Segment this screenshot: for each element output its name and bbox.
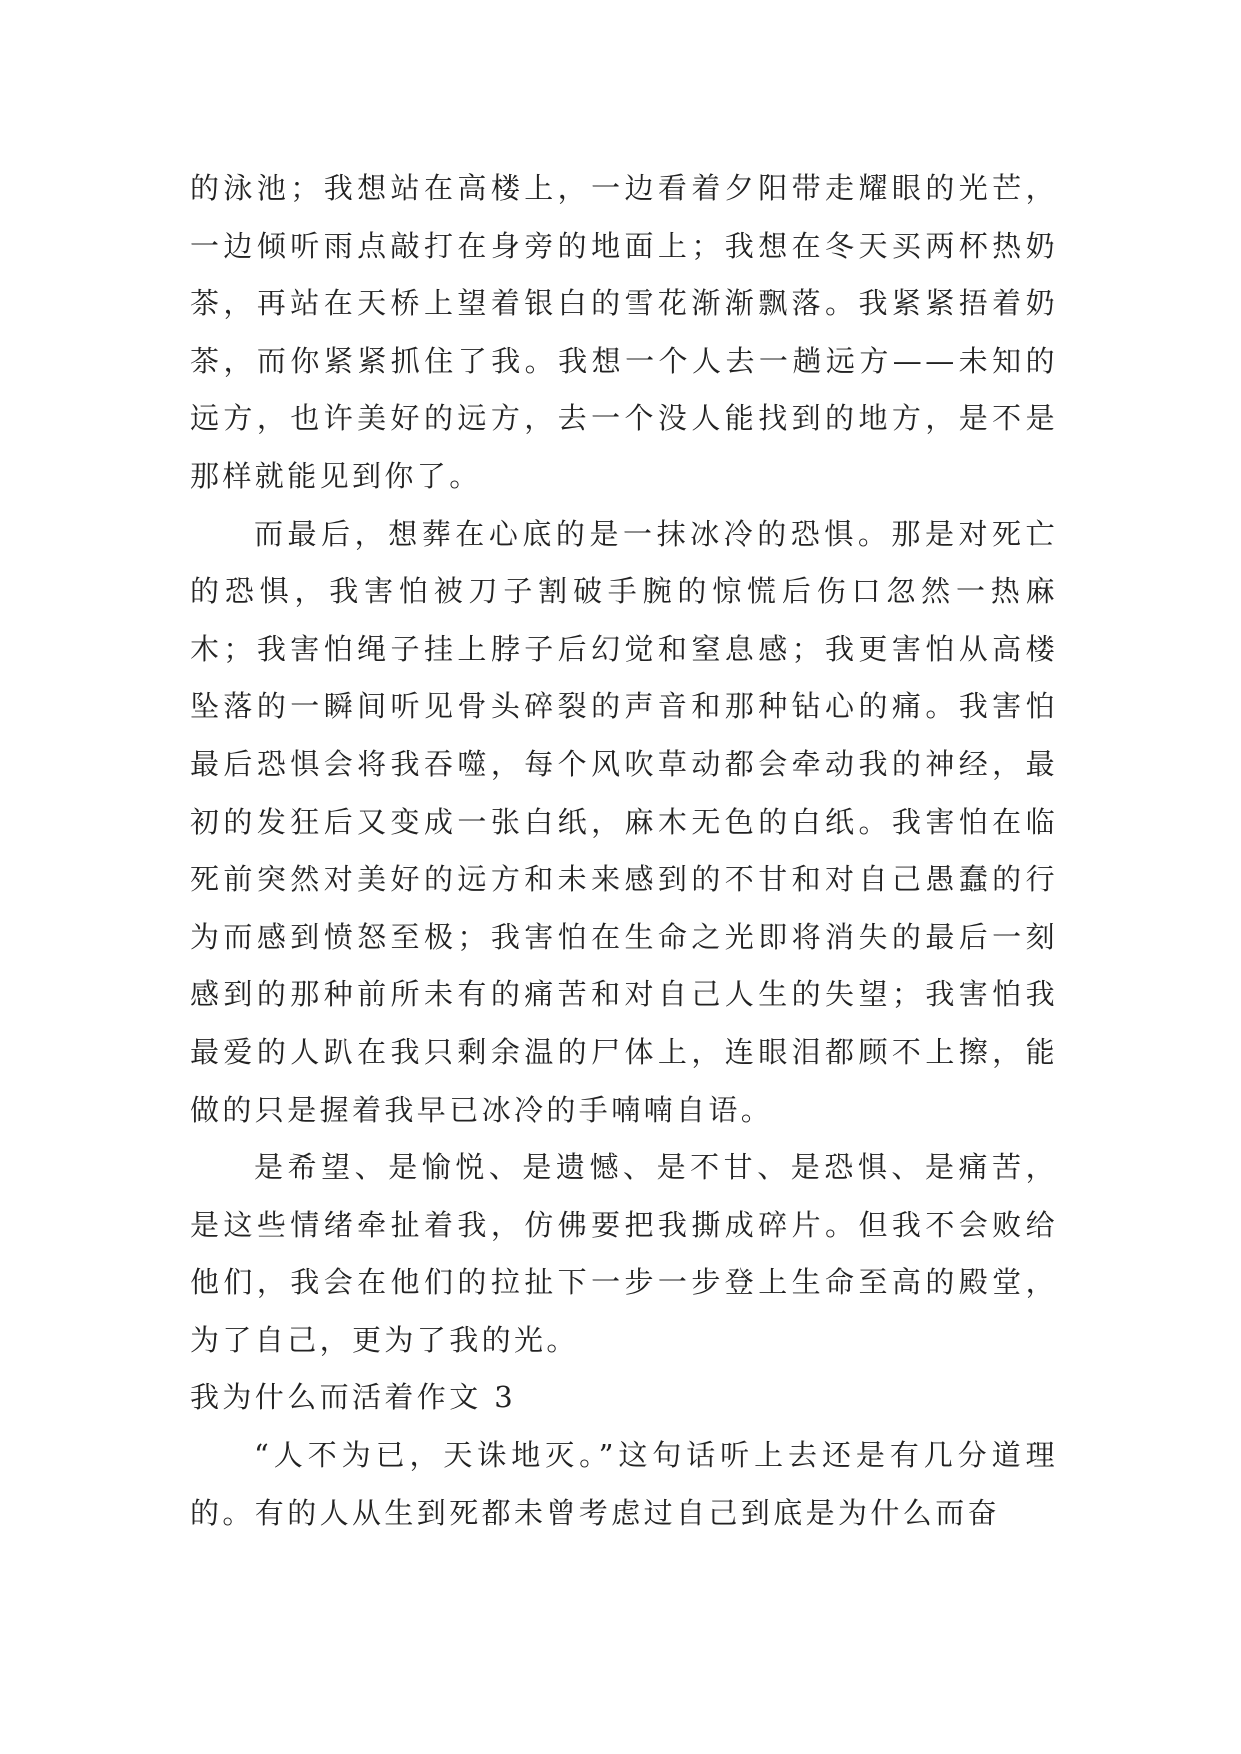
paragraph: 而最后，想葬在心底的是一抹冰冷的恐惧。那是对死亡的恐惧，我害怕被刀子割破手腕的惊慌后伤口忽然一热麻木；我害怕绳子挂上脖子后幻觉和窒息感；我更害怕从高楼坠落的一瞬间听见骨头碎裂的声音和那种钻心的痛。我害怕最后恐惧会将我吞噬，每个风吹草动都会牵动我的神经，最初的发狂后又变成一张白纸，麻木无色的白纸。我害怕在临死前突然对美好的远方和未来感到的不甘和对自己愚蠢的行为而感到愤怒至极；我害怕在生命之光即将消失的最后一刻感到的那种前所未有的痛苦和对自己人生的失望；我害怕我最爱的人趴在我只剩余温的尸体上，连眼泪都顾不上擦，能做的只是握着我早已冰冷的手喃喃自语。 (190, 516, 1058, 1127)
section-heading: 我为什么而活着作文 3 (190, 1380, 517, 1415)
document-body (190, 160, 1058, 1542)
paragraph: 的泳池；我想站在高楼上，一边看着夕阳带走耀眼的光芒，一边倾听雨点敲打在身旁的地面上；我想在冬天买两杯热奶茶，再站在天桥上望着银白的雪花渐渐飘落。我紧紧捂着奶茶，而你紧紧抓住了我。我想一个人去一趟远方——未知的远方，也许美好的远方，去一个没人能找到的地方，是不是那样就能见到你了。 (190, 171, 1058, 493)
paragraph: “人不为已，天诛地灭。”这句话听上去还是有几分道理的。有的人从生到死都未曾考虑过自己到底是为什么而奋 (190, 1438, 1058, 1530)
paragraph: 是希望、是愉悦、是遗憾、是不甘、是恐惧、是痛苦，是这些情绪牵扯着我，仿佛要把我撕成碎片。但我不会败给他们，我会在他们的拉扯下一步一步登上生命至高的殿堂，为了自己，更为了我的光。 (190, 1150, 1058, 1357)
